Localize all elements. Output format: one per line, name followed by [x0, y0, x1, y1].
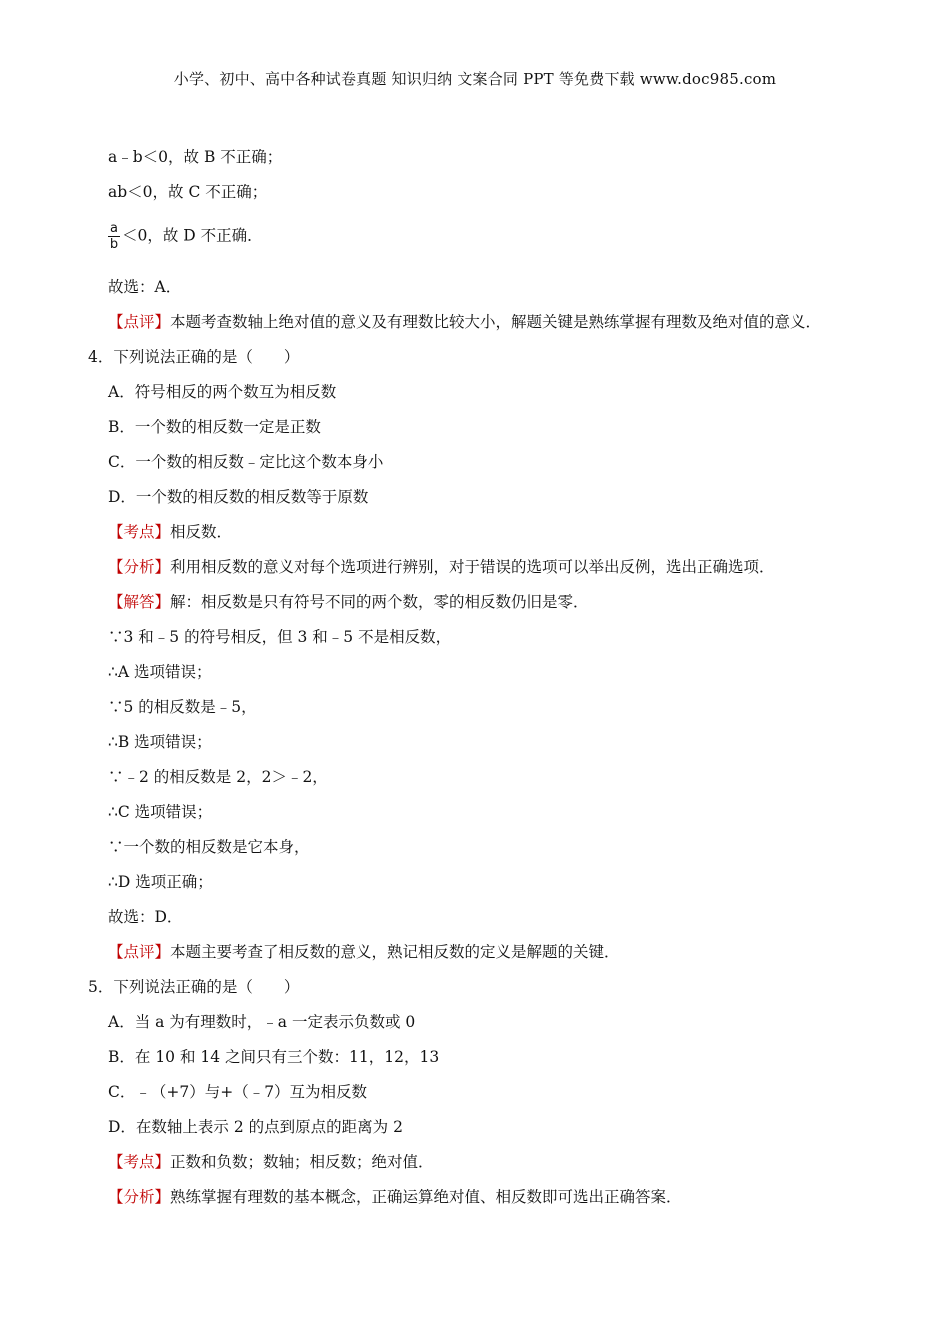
q4-step-3: ∵5 的相反数是﹣5，	[108, 698, 257, 716]
q4-step-5: ∵﹣2 的相反数是 2，2＞﹣2，	[108, 768, 328, 786]
review-tag: 【点评】	[108, 313, 171, 331]
answer-tag: 【解答】	[108, 593, 171, 611]
q3-line-b: a﹣b＜0，故 B 不正确；	[108, 148, 283, 166]
answer-text: 解：相反数是只有符号不同的两个数，零的相反数仍旧是零．	[170, 593, 589, 611]
q5-point	[108, 1151, 434, 1173]
q4-step-4: ∴B 选项错误；	[108, 733, 212, 751]
q4-option-c: C．一个数的相反数﹣定比这个数本身小	[108, 453, 384, 471]
q4-answer	[108, 591, 589, 613]
q4-step-9: 故选：D．	[108, 908, 183, 926]
analysis-tag: 【分析】	[108, 1188, 171, 1206]
q5-option-b: B．在 10 和 14 之间只有三个数：11，12，13	[108, 1048, 440, 1066]
q4-analysis	[108, 556, 775, 578]
q4-option-a: A．符号相反的两个数互为相反数	[108, 383, 337, 401]
q5-option-d: D．在数轴上表示 2 的点到原点的距离为 2	[108, 1118, 403, 1136]
analysis-text: 利用相反数的意义对每个选项进行辨别，对于错误的选项可以举出反例，选出正确选项．	[170, 558, 775, 576]
q4-point	[108, 521, 232, 543]
q4-step-1: ∵3 和﹣5 的符号相反，但 3 和﹣5 不是相反数，	[108, 628, 452, 646]
q3-line-d-text: ＜0，故 D 不正确．	[121, 226, 263, 245]
fraction-a-over-b	[108, 222, 120, 251]
q4-step-2: ∴A 选项错误；	[108, 663, 212, 681]
review-text: 本题考查数轴上绝对值的意义及有理数比较大小，解题关键是熟练掌握有理数及绝对值的意义．	[170, 313, 822, 331]
point-tag: 【考点】	[108, 1153, 171, 1171]
point-text: 正数和负数；数轴；相反数；绝对值．	[170, 1153, 434, 1171]
q4-review	[108, 941, 620, 963]
q4-option-d: D．一个数的相反数的相反数等于原数	[108, 488, 369, 506]
review-text: 本题主要考查了相反数的意义，熟记相反数的定义是解题的关键．	[170, 943, 620, 961]
q3-line-d	[108, 222, 263, 251]
q3-choice: 故选：A．	[108, 278, 182, 296]
q4-step-8: ∴D 选项正确；	[108, 873, 213, 891]
page-header: 小学、初中、高中各种试卷真题 知识归纳 文案合同 PPT 等免费下载 www.doc985.com	[173, 70, 777, 88]
fraction-numerator: a	[110, 221, 118, 236]
q5-option-a: A．当 a 为有理数时，﹣a 一定表示负数或 0	[108, 1013, 416, 1031]
q4-step-7: ∵一个数的相反数是它本身，	[108, 838, 310, 856]
q4-step-6: ∴C 选项错误；	[108, 803, 213, 821]
analysis-tag: 【分析】	[108, 558, 171, 576]
point-text: 相反数．	[170, 523, 233, 541]
q5-option-c: C．﹣（+7）与+（﹣7）互为相反数	[108, 1083, 368, 1101]
q5-stem: 5．下列说法正确的是（ ）	[88, 978, 300, 996]
fraction-denominator: b	[109, 237, 119, 252]
q5-analysis	[108, 1186, 682, 1208]
q3-review	[108, 311, 821, 333]
analysis-text: 熟练掌握有理数的基本概念，正确运算绝对值、相反数即可选出正确答案．	[170, 1188, 682, 1206]
q4-stem: 4．下列说法正确的是（ ）	[88, 348, 300, 366]
review-tag: 【点评】	[108, 943, 171, 961]
q3-line-c: ab＜0，故 C 不正确；	[108, 183, 268, 201]
q4-option-b: B．一个数的相反数一定是正数	[108, 418, 321, 436]
point-tag: 【考点】	[108, 523, 171, 541]
